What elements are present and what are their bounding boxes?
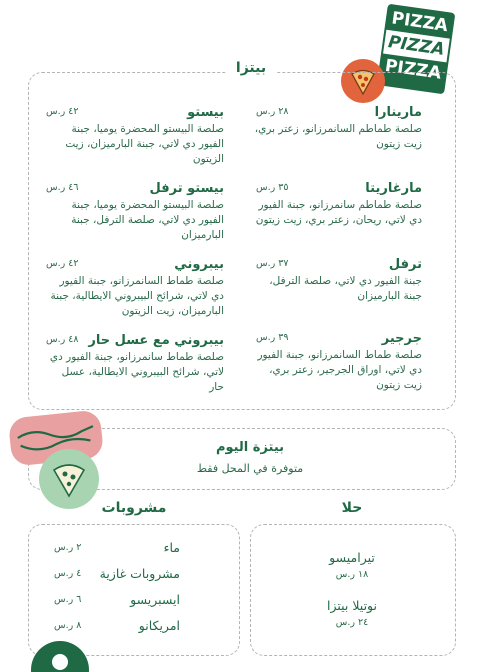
item-name: بيستو (187, 105, 224, 120)
item-desc: جبنة الفيور دي لاتي، صلصة الترفل، جبنة البارميزان (269, 275, 422, 302)
item-name: بيبروني مع عسل حار (88, 333, 224, 348)
logo-line-1: PIZZA (390, 8, 450, 37)
dessert-item-tiramisu (262, 550, 442, 580)
desserts-section-box (250, 524, 456, 656)
dessert-price: ١٨ ر.س (335, 569, 369, 580)
special-title: بيتزة اليوم (215, 440, 285, 455)
item-price: ٤٢ ر.س (46, 258, 79, 269)
logo-line-3: PIZZA (383, 55, 443, 84)
item-name: جرجير (381, 331, 422, 346)
pizza-section-title: بيتزا (226, 60, 276, 76)
item-price: ٤٨ ر.س (46, 334, 79, 345)
drinks-section-title: مشروبات (101, 500, 167, 516)
logo-line-2: PIZZA (383, 30, 450, 63)
dessert-name: نوتيلا بيتزا (326, 598, 377, 613)
dessert-item-nutella-pizza (262, 598, 442, 628)
drink-row (54, 618, 180, 633)
drink-name: ايسبريسو (130, 592, 180, 607)
item-desc: صلصة البيستو المحضرة يوميا، جبنة الفيور دي لاتي، جبنة البارميزان، زيت الزيتون (65, 123, 224, 165)
drink-row (54, 592, 180, 607)
drink-row (54, 540, 180, 555)
item-price: ٣٩ ر.س (256, 332, 289, 343)
item-price: ٤٢ ر.س (46, 106, 79, 117)
item-name: مارغاريتا (365, 181, 422, 196)
drink-price: ٦ ر.س (54, 594, 82, 605)
desserts-section-title: حلا (341, 500, 363, 516)
item-desc: صلصة طماطم السانمرزانو، زعتر بري، زيت زيتون (254, 123, 422, 150)
dessert-price: ٢٤ ر.س (335, 617, 369, 628)
item-name: مارينارا (374, 105, 422, 120)
item-desc: صلصة طماط سانمرزانو، جبنة الفيور دي لاتي، شرائح البيبروني الايطالية، عسل حار (49, 351, 224, 393)
item-price: ٢٨ ر.س (256, 106, 289, 117)
drink-name: مشروبات غازية (99, 566, 180, 581)
drink-price: ٢ ر.س (54, 542, 82, 553)
special-subtitle: متوفرة في المحل فقط (196, 462, 304, 475)
drink-price: ٨ ر.س (54, 620, 82, 631)
item-desc: صلصة طماط السانمرزانو، جبنة الفيور دي لاتي، اوراق الجرجير، زعتر بري، زيت زيتون (257, 349, 422, 391)
drink-price: ٤ ر.س (54, 568, 82, 579)
item-desc: صلصة طماط السانمرزانو، جبنة الفيور دي لاتي، شرائح البيبروني الايطالية، جبنة البارميزان، زيت الزيتون (50, 275, 224, 317)
drink-name: ماء (163, 540, 180, 555)
item-name: بيستو ترفل (149, 181, 224, 196)
pizza-logo-badge-bottom (30, 640, 90, 672)
item-name: بيبروني (174, 257, 224, 272)
item-price: ٣٧ ر.س (256, 258, 289, 269)
drink-name: امريكانو (138, 618, 180, 633)
item-desc: صلصة البيستو المحضرة يوميا، جبنة الفيور دي لاتي، صلصة الترفل، جبنة البارميزان (71, 199, 224, 241)
dessert-name: تيراميسو (329, 550, 375, 565)
item-name: ترفل (388, 257, 422, 272)
item-desc: صلصة طماطم سانمرزانو، جبنة الفيور دي لاتي، ريحان، زعتر بري، زيت زيتون (255, 199, 422, 226)
drink-row (54, 566, 180, 581)
item-price: ٤٦ ر.س (46, 182, 79, 193)
item-price: ٣٥ ر.س (256, 182, 289, 193)
pizza-slice-badge-mint (38, 448, 100, 510)
